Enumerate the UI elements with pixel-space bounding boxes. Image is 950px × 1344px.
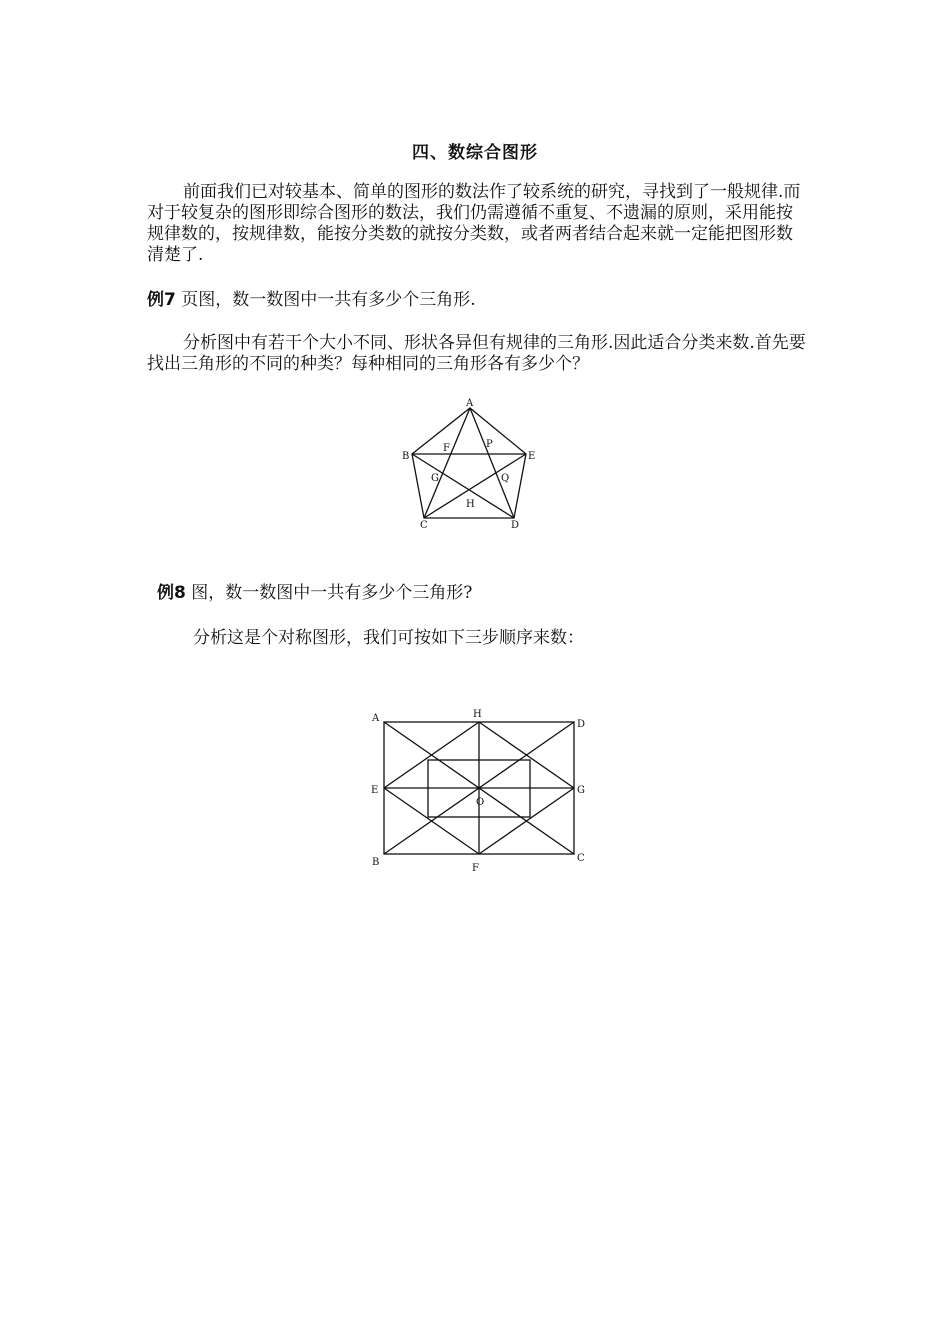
example8-question <box>157 583 472 604</box>
label-C: C <box>420 520 428 531</box>
line-B-D <box>412 454 514 518</box>
line-A-C <box>424 408 470 518</box>
example8-analysis-text: 分析这是个对称图形，我们可按如下三步顺序来数： <box>193 628 584 648</box>
label-A: A <box>466 398 474 409</box>
label-C: C <box>577 853 585 864</box>
label-D: D <box>511 520 520 531</box>
intro-paragraph <box>147 182 807 266</box>
label-Q: Q <box>501 473 510 484</box>
example8-label: 例8 <box>157 583 186 603</box>
example7-question <box>147 290 476 311</box>
label-H: H <box>473 709 482 720</box>
label-B: B <box>372 857 380 868</box>
example7-question-text: 页图，数一数图中一共有多少个三角形. <box>181 290 476 310</box>
label-E: E <box>371 785 379 796</box>
label-P: P <box>486 439 493 450</box>
intro-text: 前面我们已对较基本、简单的图形的数法作了较系统的研究，寻找到了一般规律.而对于较复杂的图形即综合图形的数法，我们仍需遵循不重复、不遗漏的原则，采用能按规律数的，按规律数，能按分类数的就按分类数，或者两者结合起来就一定能把图形数清楚了. <box>147 182 801 265</box>
label-G: G <box>431 473 439 484</box>
label-F: F <box>472 863 479 874</box>
example7-analysis <box>147 333 807 375</box>
label-B: B <box>402 451 410 462</box>
label-A: A <box>372 713 380 724</box>
pentagon-star-figure <box>398 396 538 531</box>
label-O: O <box>476 797 485 808</box>
label-D: D <box>577 719 586 730</box>
label-G: G <box>577 785 585 796</box>
label-F: F <box>443 443 450 454</box>
example7-analysis-text: 分析图中有若干个大小不同、形状各异但有规律的三角形.因此适合分类来数.首先要找出三角形的不同的种类？每种相同的三角形各有多少个？ <box>147 333 806 374</box>
example7-label: 例7 <box>147 290 176 310</box>
rectangle-figure <box>370 708 590 878</box>
example8-analysis <box>193 628 584 649</box>
label-E: E <box>528 451 536 462</box>
label-H: H <box>466 499 475 510</box>
section-title: 四、数综合图形 <box>412 143 538 163</box>
example8-question-text: 图，数一数图中一共有多少个三角形? <box>191 583 473 603</box>
line-A-D <box>470 408 514 518</box>
